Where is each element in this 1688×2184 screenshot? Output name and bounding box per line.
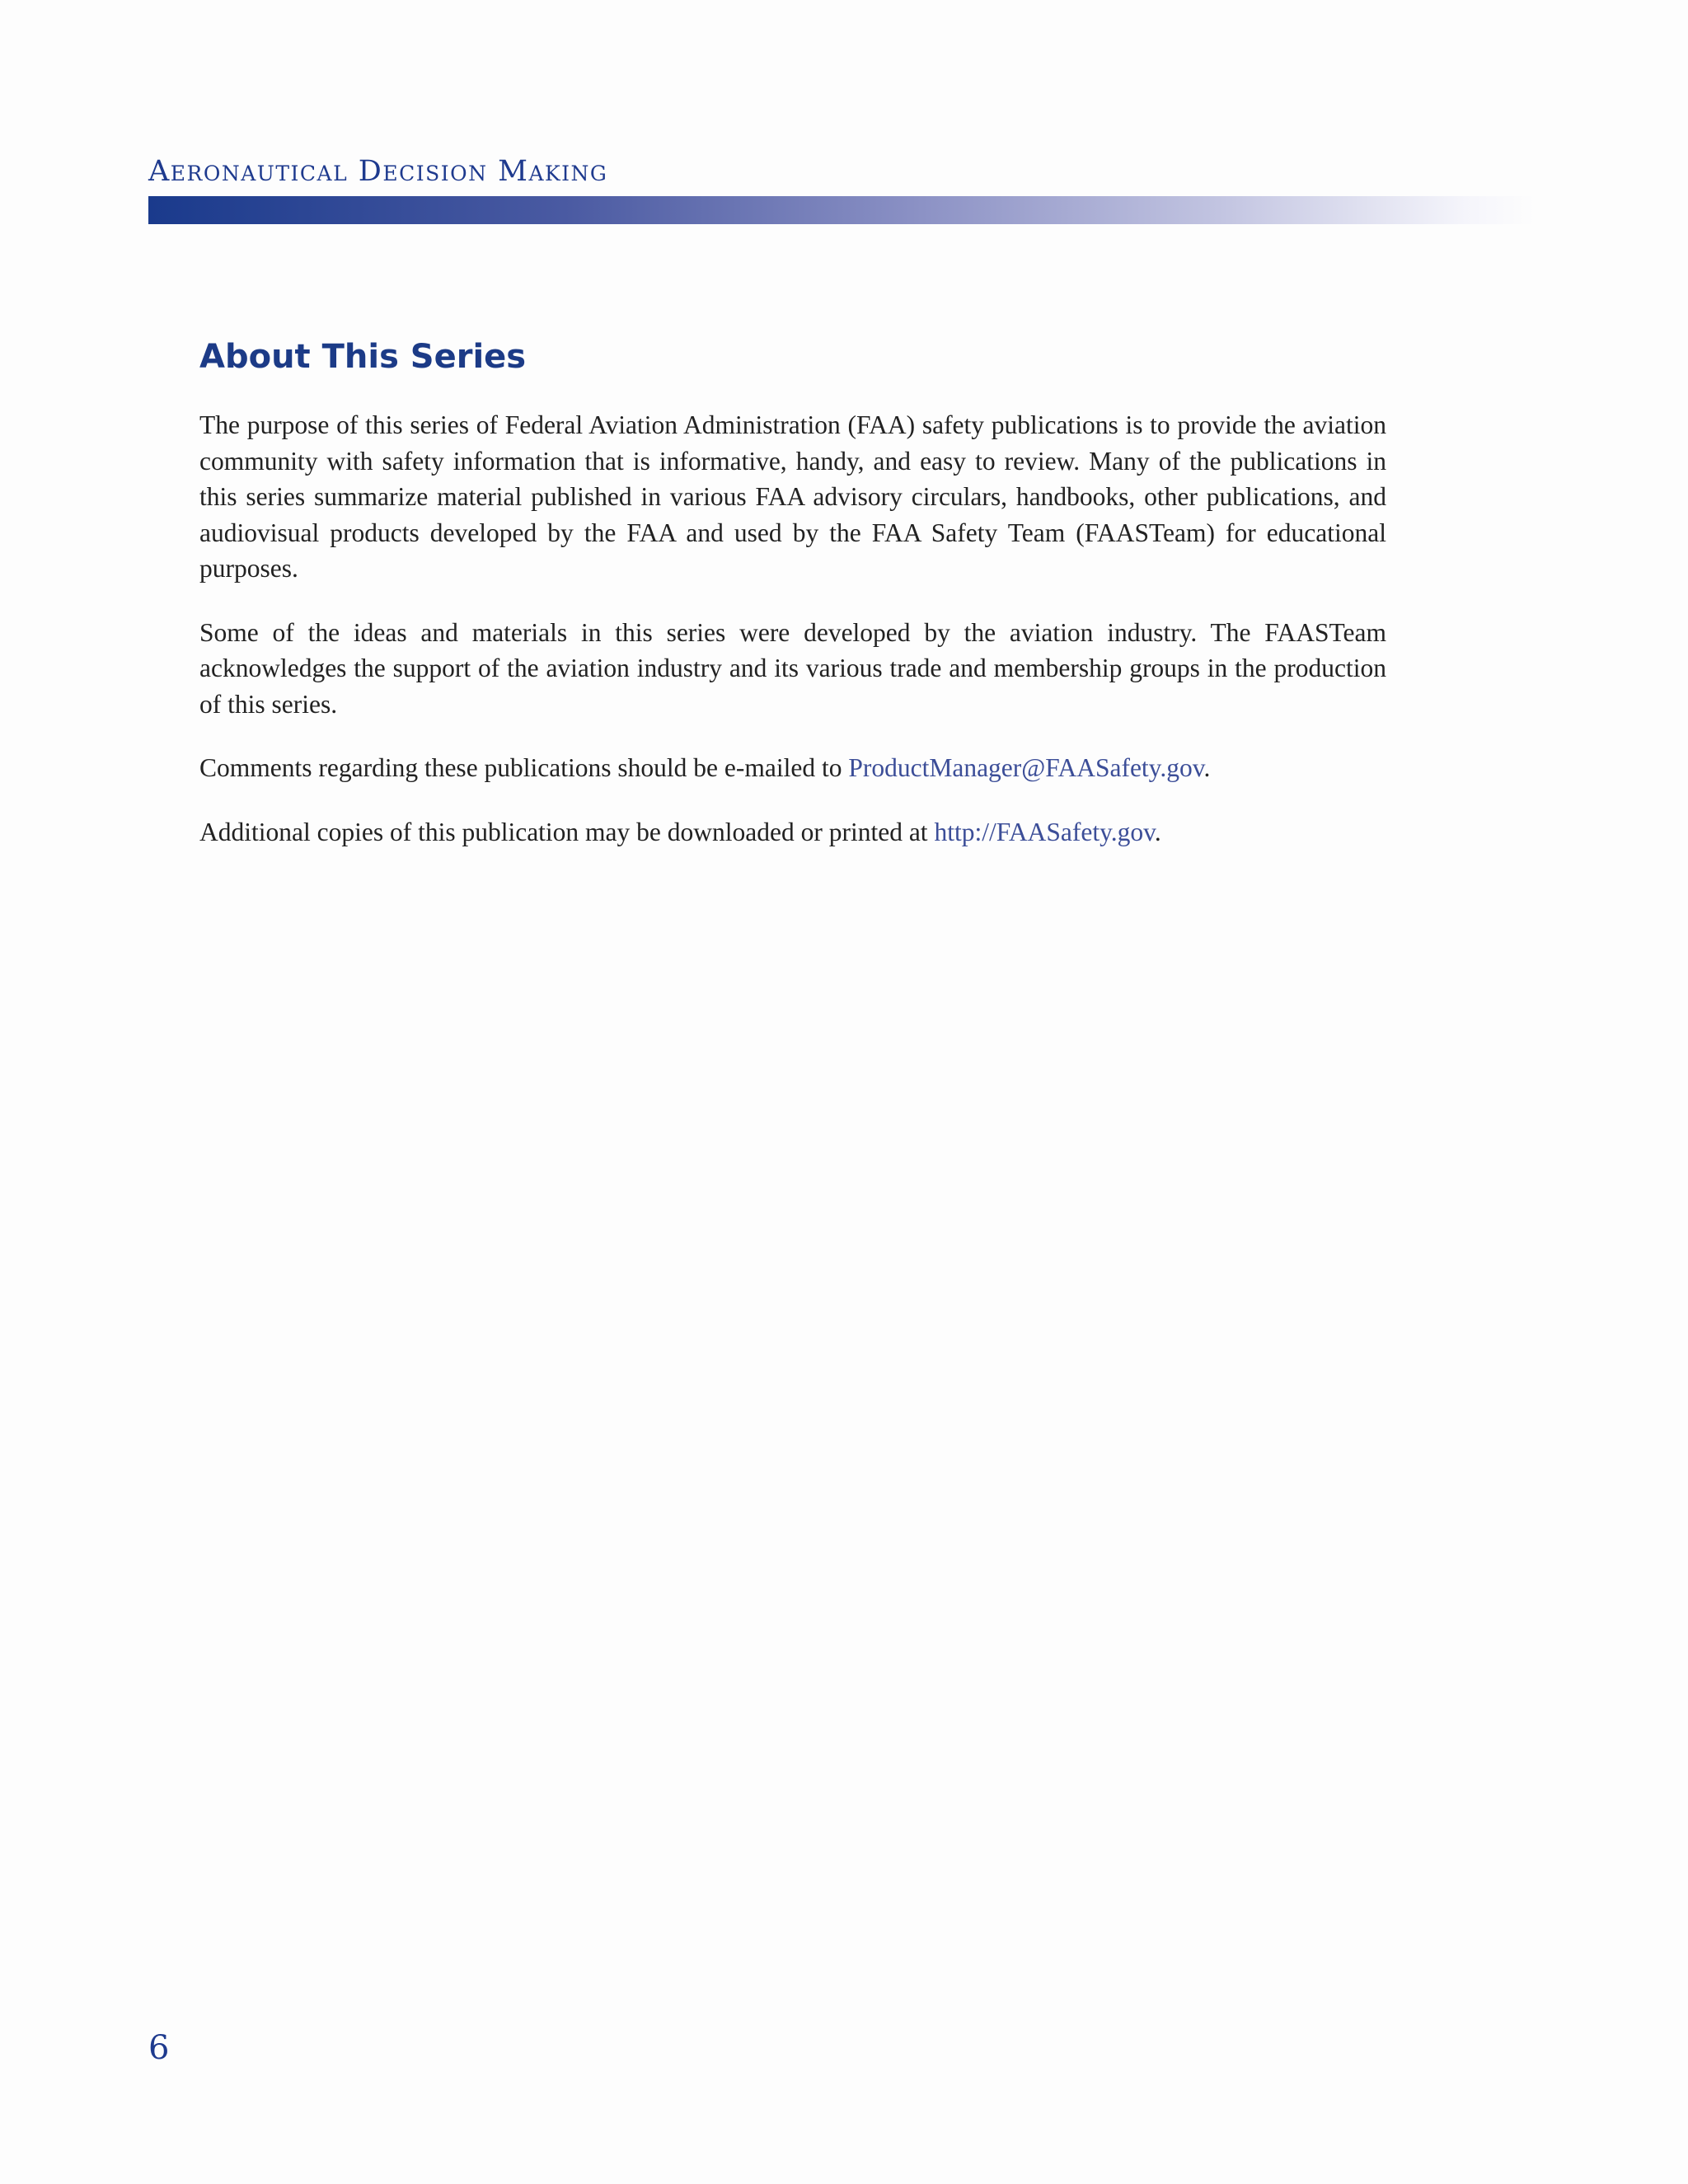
product-manager-email-link[interactable]: ProductManager@FAASafety.gov	[848, 753, 1204, 782]
running-header-title: Aeronautical Decision Making	[148, 155, 608, 188]
copies-period: .	[1154, 817, 1161, 846]
acknowledgment-paragraph: Some of the ideas and materials in this series were developed by the aviation industry. The FAASTeam acknowledges the support of the aviation industry and its various trade and membership groups in the production of this series.	[199, 617, 1386, 719]
copies-paragraph	[199, 814, 1386, 851]
about-series-section	[199, 338, 1386, 878]
section-title: About This Series	[199, 338, 527, 376]
comments-text: Comments regarding these publications should be e-mailed to	[199, 753, 849, 782]
comments-period: .	[1203, 753, 1211, 782]
page-number: 6	[148, 2029, 170, 2067]
header-gradient-bar	[148, 196, 1535, 224]
copies-text: Additional copies of this publication may be downloaded or printed at	[199, 817, 935, 846]
faa-safety-website-link[interactable]: http://FAASafety.gov	[934, 817, 1155, 846]
comments-paragraph	[199, 750, 1386, 786]
purpose-paragraph: The purpose of this series of Federal Aviation Administration (FAA) safety publications is to provide the aviation community with safety information that is informative, handy, and easy to review. Many of the publications in this series summarize material published in various FAA advisory circulars, handbooks, other publications, and audiovisual products developed by the FAA and used by the FAA Safety Team (FAASTeam) for educational purposes.	[199, 410, 1386, 583]
